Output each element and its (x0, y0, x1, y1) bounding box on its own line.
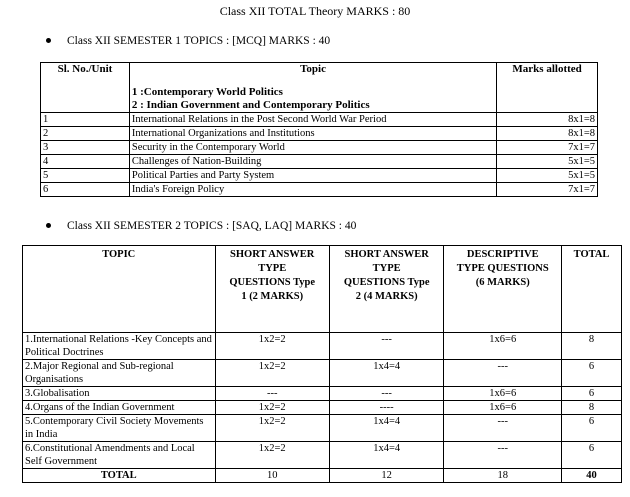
semester-1-heading (46, 35, 330, 47)
row-topic: Security in the Contemporary World (129, 141, 496, 155)
bullet-icon (46, 38, 51, 43)
row-sa1: 1x2=2 (215, 415, 329, 442)
header-descriptive: DESCRIPTIVE TYPE QUESTIONS (6 MARKS) (444, 246, 562, 333)
table-row (41, 141, 598, 155)
table-row (41, 113, 598, 127)
row-topic: 3.Globalisation (23, 387, 216, 401)
row-sl: 4 (41, 155, 130, 169)
row-topic: Political Parties and Party System (129, 169, 496, 183)
row-topic: 5.Contemporary Civil Society Movements in India (23, 415, 216, 442)
row-total: 8 (562, 401, 622, 415)
row-sl: 6 (41, 183, 130, 197)
row-sa2: 1x4=4 (329, 360, 443, 387)
row-total: 8 (562, 333, 622, 360)
header-topic: Topic (300, 63, 326, 75)
row-sa1: --- (215, 387, 329, 401)
row-sa2: 1x4=4 (329, 415, 443, 442)
unit-heading-1: 1 :Contemporary World Politics (131, 86, 283, 98)
table-row (41, 155, 598, 169)
row-total: 6 (562, 415, 622, 442)
table-row (23, 401, 622, 415)
table-row (23, 387, 622, 401)
row-sa2: --- (329, 387, 443, 401)
row-sl: 2 (41, 127, 130, 141)
row-sa2: --- (329, 333, 443, 360)
grand-total: 40 (562, 469, 622, 483)
row-sa2: 1x4=4 (329, 442, 443, 469)
total-label: TOTAL (23, 469, 216, 483)
row-desc: --- (444, 360, 562, 387)
row-desc: 1x6=6 (444, 333, 562, 360)
row-total: 6 (562, 360, 622, 387)
header-sl-no: Sl. No./Unit (41, 63, 130, 113)
row-topic: 6.Constitutional Amendments and Local Self Government (23, 442, 216, 469)
table-row (23, 442, 622, 469)
bullet-icon (46, 223, 51, 228)
row-marks: 7x1=7 (497, 141, 598, 155)
row-topic: 4.Organs of the Indian Government (23, 401, 216, 415)
total-sa2: 12 (329, 469, 443, 483)
row-sa1: 1x2=2 (215, 442, 329, 469)
table-total-row (23, 469, 622, 483)
row-desc: 1x6=6 (444, 387, 562, 401)
row-sa1: 1x2=2 (215, 333, 329, 360)
row-desc: --- (444, 415, 562, 442)
row-topic: Challenges of Nation-Building (129, 155, 496, 169)
row-desc: --- (444, 442, 562, 469)
semester-2-heading-text: Class XII SEMESTER 2 TOPICS : [SAQ, LAQ] MARKS : 40 (67, 220, 357, 232)
header-short-answer-type-1: SHORT ANSWER TYPE QUESTIONS Type 1 (2 MARKS) (215, 246, 329, 333)
row-sl: 5 (41, 169, 130, 183)
table-row (41, 183, 598, 197)
table-header-row (23, 246, 622, 333)
row-total: 6 (562, 442, 622, 469)
row-marks: 5x1=5 (497, 155, 598, 169)
row-sl: 1 (41, 113, 130, 127)
row-topic: International Relations in the Post Second World War Period (129, 113, 496, 127)
row-topic: International Organizations and Institutions (129, 127, 496, 141)
row-sl: 3 (41, 141, 130, 155)
header-topic: TOPIC (23, 246, 216, 333)
header-short-answer-type-2: SHORT ANSWER TYPE QUESTIONS Type 2 (4 MARKS) (329, 246, 443, 333)
row-marks: 5x1=5 (497, 169, 598, 183)
page-title: Class XII TOTAL Theory MARKS : 80 (219, 4, 411, 18)
table-header-row (41, 63, 598, 113)
header-total: TOTAL (562, 246, 622, 333)
row-marks: 7x1=7 (497, 183, 598, 197)
table-row (41, 127, 598, 141)
row-sa2: ---- (329, 401, 443, 415)
row-marks: 8x1=8 (497, 127, 598, 141)
row-topic: India's Foreign Policy (129, 183, 496, 197)
semester-2-heading (46, 220, 356, 232)
row-topic: 1.International Relations -Key Concepts and Political Doctrines (23, 333, 216, 360)
row-sa1: 1x2=2 (215, 401, 329, 415)
table-row (23, 360, 622, 387)
semester-1-table (40, 62, 598, 197)
header-marks: Marks allotted (497, 63, 598, 113)
semester-1-heading-text: Class XII SEMESTER 1 TOPICS : [MCQ] MARKS : 40 (67, 35, 331, 47)
header-topic-cell (129, 63, 496, 113)
row-total: 6 (562, 387, 622, 401)
row-marks: 8x1=8 (497, 113, 598, 127)
unit-heading-2: 2 : Indian Government and Contemporary Politics (131, 99, 370, 111)
table-row (41, 169, 598, 183)
row-sa1: 1x2=2 (215, 360, 329, 387)
row-topic: 2.Major Regional and Sub-regional Organisations (23, 360, 216, 387)
table-row (23, 333, 622, 360)
table-row (23, 415, 622, 442)
total-desc: 18 (444, 469, 562, 483)
semester-2-table (22, 245, 622, 483)
row-desc: 1x6=6 (444, 401, 562, 415)
total-sa1: 10 (215, 469, 329, 483)
